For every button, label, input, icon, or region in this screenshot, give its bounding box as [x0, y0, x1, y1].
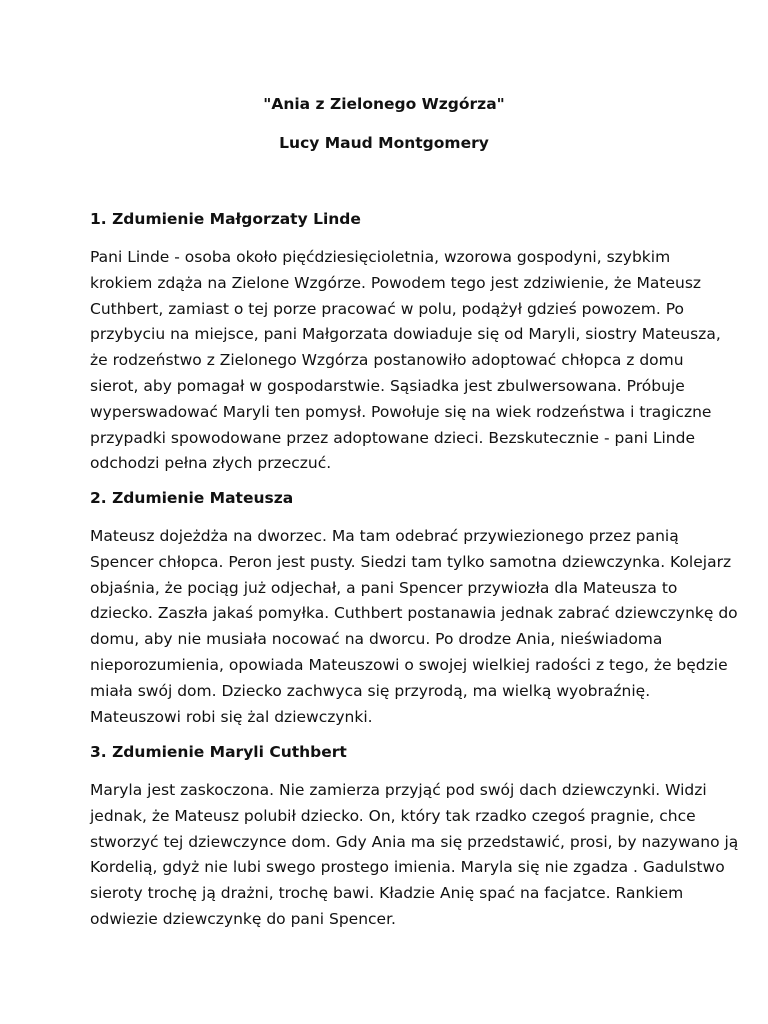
section-paragraph-2	[90, 524, 738, 730]
paragraph-line: odchodzi pełna złych przeczuć.	[90, 454, 332, 473]
paragraph-line: przypadki spowodowane przez adoptowane dzieci. Bezskutecznie - pani Linde	[90, 428, 695, 447]
paragraph-line: miała swój dom. Dziecko zachwyca się przyrodą, ma wielką wyobraźnię.	[90, 681, 651, 700]
paragraph-line: wyperswadować Maryli ten pomysł. Powołuje się na wiek rodzeństwa i tragiczne	[90, 402, 712, 421]
paragraph-line: odwiezie dziewczynkę do pani Spencer.	[90, 909, 396, 928]
paragraph-line: stworzyć tej dziewczynce dom. Gdy Ania ma się przedstawić, prosi, by nazywano ją	[90, 832, 739, 851]
section-heading-2: 2. Zdumienie Mateusza	[90, 489, 294, 507]
paragraph-line: Cuthbert, zamiast o tej porze pracować w polu, podążył gdzieś powozem. Po	[90, 299, 684, 318]
paragraph-line: przybyciu na miejsce, pani Małgorzata dowiaduje się od Maryli, siostry Mateusza,	[90, 325, 721, 344]
paragraph-line: krokiem zdąża na Zielone Wzgórze. Powodem tego jest zdziwienie, że Mateusz	[90, 273, 702, 292]
paragraph-line: domu, aby nie musiała nocować na dworcu. Po drodze Ania, nieświadoma	[90, 630, 663, 649]
paragraph-line: objaśnia, że pociąg już odjechał, a pani Spencer przywiozła dla Mateusza to	[90, 578, 678, 597]
section-paragraph-3	[90, 778, 739, 933]
paragraph-line: Pani Linde - osoba około pięćdziesięcioletnia, wzorowa gospodyni, szybkim	[90, 248, 671, 266]
paragraph-line: jednak, że Mateusz polubił dziecko. On, który tak rzadko czegoś pragnie, chce	[90, 806, 696, 825]
paragraph-line: dziecko. Zaszła jakaś pomyłka. Cuthbert postanawia jednak zabrać dziewczynkę do	[90, 604, 738, 623]
document-title: "Ania z Zielonego Wzgórza"	[263, 95, 505, 113]
section-paragraph-1	[90, 245, 721, 477]
paragraph-line: Mateuszowi robi się żal dziewczynki.	[90, 707, 373, 726]
section-heading-1: 1. Zdumienie Małgorzaty Linde	[90, 210, 361, 228]
paragraph-line: Kordelią, gdyż nie lubi swego prostego imienia. Maryla się nie zgadza . Gadulstwo	[90, 858, 725, 877]
paragraph-line: sieroty trochę ją drażni, trochę bawi. Kładzie Anię spać na facjatce. Rankiem	[90, 884, 684, 903]
section-heading-3: 3. Zdumienie Maryli Cuthbert	[90, 743, 347, 761]
paragraph-line: nieporozumienia, opowiada Mateuszowi o swojej wielkiej radości z tego, że będzie	[90, 655, 728, 674]
paragraph-line: Maryla jest zaskoczona. Nie zamierza przyjąć pod swój dach dziewczynki. Widzi	[90, 781, 707, 799]
document-author: Lucy Maud Montgomery	[279, 134, 489, 152]
paragraph-line: że rodzeństwo z Zielonego Wzgórza postanowiło adoptować chłopca z domu	[90, 351, 684, 370]
paragraph-line: Spencer chłopca. Peron jest pusty. Siedzi tam tylko samotna dziewczynka. Kolejarz	[90, 552, 732, 571]
paragraph-line: Mateusz dojeżdża na dworzec. Ma tam odebrać przywiezionego przez panią	[90, 527, 679, 545]
paragraph-line: sierot, aby pomagał w gospodarstwie. Sąsiadka jest zbulwersowana. Próbuje	[90, 376, 685, 395]
